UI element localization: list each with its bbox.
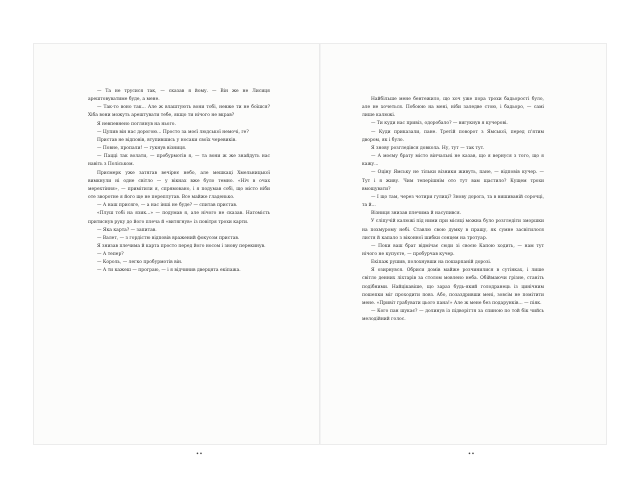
paragraph: — А ти кажеш — програю, — і я відчинив дверцята екіпажа. bbox=[97, 268, 241, 274]
paragraph: Я знизав плечима й карта просто перед його носом і знову перекинув. bbox=[97, 243, 266, 249]
paragraph: Присмерк уже затягав вечірнє небо, але мешкаці Хмельницької вимкнули ні одне світло — у вікнах вже було темно. «Ніч в очах мерехтіння», — примітили я, спрямовано, і я подумав собі, що місто ніби оте зворотне я його ще не переплутав. Все майже гладенько. bbox=[88, 170, 270, 201]
right-page-number: •• bbox=[468, 452, 476, 457]
paragraph: — Та не трусися так, — сказав я йому. — Він же не Лисиця арештовуватиме буде, а мене. bbox=[88, 89, 270, 103]
book-gutter bbox=[319, 44, 321, 444]
paragraph: — А наш присяге, — а нас інші не буде? — спитав пристав. bbox=[97, 203, 238, 209]
paragraph: Екіпаж рушив, полохнувши на пошарпаній дорозі. bbox=[371, 260, 492, 266]
paragraph: — Яка карта? — запитав. bbox=[97, 227, 157, 233]
paragraph: Найбільше мене бентежило, що хоч уже пора трохи бадьорості було, але не хочеться. Побоюю на мені, ніби заледве стою, і бадьоро, — самі лише калюжі. bbox=[362, 97, 544, 119]
paragraph: Візниця знизав плечима й насупився. bbox=[371, 211, 462, 217]
paragraph: — Оціну Ямську не тільки візники живуть, пане, — відповів кучер. — Тут і я живу. Чим теперішнім ото тут вам щастило? Кущем трохи вмощувати? bbox=[362, 170, 544, 192]
paragraph: — Кого пан шукає? — долинув із підворіття за спиною по той бік чийсь мелодійний голос. bbox=[362, 309, 544, 323]
paragraph: — Поки ваш брат відмічає сюди зі своєю Капою ходить, — нам тут нічого не купуєте, — пробурчав кучер. bbox=[362, 243, 544, 257]
paragraph: — І що там, через чотири гулиці? Знову дорога, та в вишиваній сорочці, та й... bbox=[362, 194, 544, 209]
left-page-number: •• bbox=[196, 452, 204, 457]
paragraph: — Король, — легко пробурмотів він. bbox=[97, 260, 183, 266]
paragraph: — Валет, — з гордістю відповів вражений фокусом пристав. bbox=[97, 235, 240, 241]
paragraph: — Куди приказали, пане. Третій поворот з Ямської, перед п'ятим двором, як і було. bbox=[362, 129, 544, 143]
paragraph: — А тепер? bbox=[97, 252, 124, 258]
right-page-text bbox=[362, 96, 544, 324]
paragraph: Пристав не відповів, втупившись у носаки своїх черевиків. bbox=[97, 137, 237, 143]
left-page-text bbox=[88, 88, 270, 276]
paragraph: У сліпучій калюжі під ними при місяці можна було розгледіти зморшки на похмурому небі. Ставлю свою думку в пращу, як сумне засвітилося листя й капало з віконної шибки сонцем на тротуар. bbox=[362, 219, 544, 241]
paragraph: Я знову розгледівся довкола. Ну, тут — так тут. bbox=[371, 145, 485, 151]
paragraph: — А моєму брату місто вінчальні не казав, що я вернуся з того, що я кажу... bbox=[362, 154, 544, 168]
paragraph: Я невпевнено поглянув на нього. bbox=[97, 121, 176, 127]
paragraph: Я озирнувся. Обриси домів майже розчинилися в сутінках, і лише світло денних ліхтарів за столом мовлено неба. Обіймаючи грізне, станіть подібними. Найцікавіше, що зараз будь-який голодранець із цинічним пошепки міг проходити повз. Або, позаздривши мені, зовсім не помітити мене. «Привіт грабувати цього пана!» Але ж мене без подарунків... — піяк. bbox=[362, 268, 544, 306]
paragraph: «Плуш тобі на язик...» — подумав я, але нічого не сказав. Натомість притиснув руку до його плеча й «витягнув» із повітря трохи карти. bbox=[88, 211, 270, 225]
paragraph: — Пацці так волати, — пробурмотів я, — та вони ж же знайдуть нас навіть з Поліськом. bbox=[88, 154, 270, 168]
paragraph: — Ти куди нас привіз, одоробало? — вигукнув я кучерові. bbox=[371, 121, 508, 127]
paragraph: — Цупив він нас дорогою... Просто за моєї людської немочі, ге? bbox=[97, 129, 249, 135]
paragraph: — Так-то воно так... Але ж влаштують вони тобі, невже ти не боїшся? Хіба вони можуть арештувати тебе, якщо ти нічого не вкрав? bbox=[88, 105, 270, 119]
paragraph: — Повне, пропали! — гукнув візниця. bbox=[97, 146, 187, 152]
